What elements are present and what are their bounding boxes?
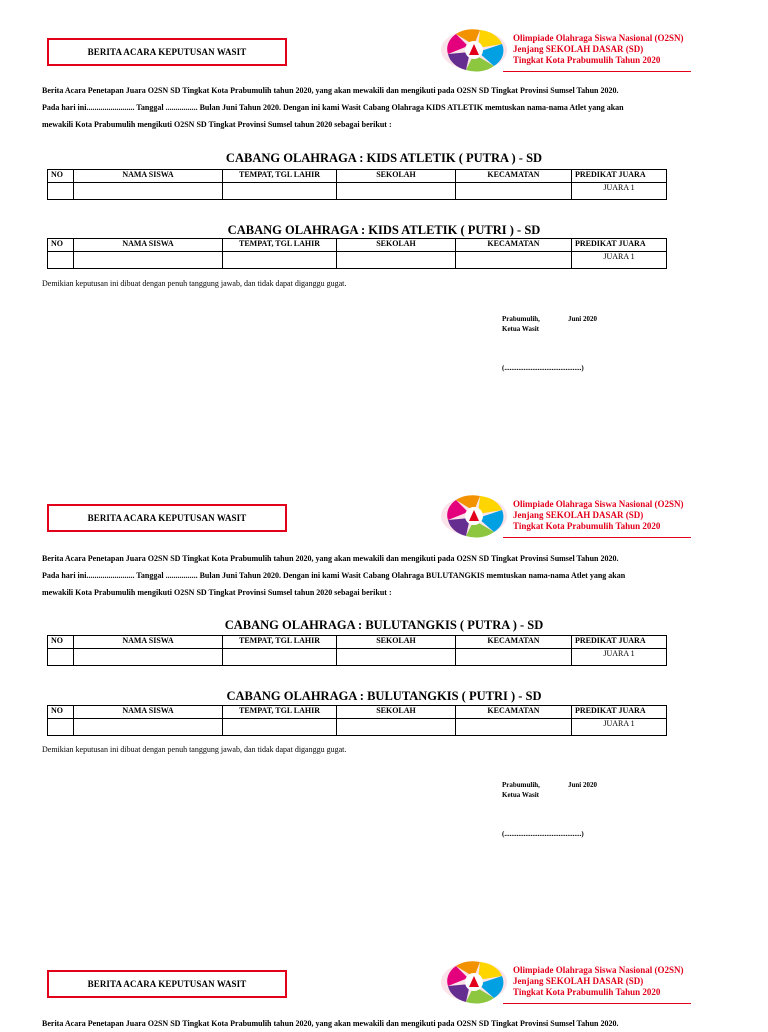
organizer-text <box>513 33 684 66</box>
cell-predikat-juara: JUARA 1 <box>572 183 667 200</box>
header-divider <box>503 537 691 538</box>
table-header-row <box>48 170 667 183</box>
col-sekolah: SEKOLAH <box>337 170 456 183</box>
cabang-heading-putra: CABANG OLAHRAGA : BULUTANGKIS ( PUTRA ) - SD <box>224 618 544 632</box>
col-tempat-tgl-lahir: TEMPAT, TGL LAHIR <box>223 636 337 649</box>
org-line-2: Jenjang SEKOLAH DASAR (SD) <box>513 976 644 986</box>
cell-sekolah <box>337 649 456 666</box>
intro-line-1: Berita Acara Penetapan Juara O2SN SD Tingkat Kota Prabumulih tahun 2020, yang akan mewakili dan mengikuti pada O2SN SD Tingkat Provinsi Sumsel Tahun 2020. <box>42 1019 619 1028</box>
col-kecamatan: KECAMATAN <box>456 706 572 719</box>
col-no: NO <box>48 239 74 252</box>
org-line-3: Tingkat Kota Prabumulih Tahun 2020 <box>513 987 661 997</box>
signature-block <box>502 314 597 334</box>
cell-nama-siswa <box>74 649 223 666</box>
cell-nama-siswa <box>74 183 223 200</box>
org-line-1: Olimpiade Olahraga Siswa Nasional (O2SN) <box>513 33 684 43</box>
org-line-1: Olimpiade Olahraga Siswa Nasional (O2SN) <box>513 965 684 975</box>
sign-place: Prabumulih, <box>502 781 540 789</box>
o2sn-logo <box>436 956 510 1006</box>
sign-date: Juni 2020 <box>568 781 597 789</box>
org-line-3: Tingkat Kota Prabumulih Tahun 2020 <box>513 521 661 531</box>
col-no: NO <box>48 170 74 183</box>
results-table-putri <box>47 705 667 736</box>
cabang-heading-putri: CABANG OLAHRAGA : BULUTANGKIS ( PUTRI ) - SD <box>226 689 542 703</box>
cell-sekolah <box>337 252 456 269</box>
org-line-1: Olimpiade Olahraga Siswa Nasional (O2SN) <box>513 499 684 509</box>
cell-nama-siswa <box>74 719 223 736</box>
col-sekolah: SEKOLAH <box>337 239 456 252</box>
table-header-row <box>48 636 667 649</box>
col-nama-siswa: NAMA SISWA <box>74 239 223 252</box>
results-table-putra <box>47 169 667 200</box>
organizer-text <box>513 965 684 998</box>
col-nama-siswa: NAMA SISWA <box>74 706 223 719</box>
intro-line-1: Berita Acara Penetapan Juara O2SN SD Tingkat Kota Prabumulih tahun 2020, yang akan mewakili dan mengikuti pada O2SN SD Tingkat Provinsi Sumsel Tahun 2020. <box>42 86 619 95</box>
cell-no <box>48 719 74 736</box>
cell-tempat-tgl-lahir <box>223 649 337 666</box>
cell-no <box>48 252 74 269</box>
col-tempat-tgl-lahir: TEMPAT, TGL LAHIR <box>223 239 337 252</box>
cell-nama-siswa <box>74 252 223 269</box>
cell-predikat-juara: JUARA 1 <box>572 719 667 736</box>
intro-line-3: mewakili Kota Prabumulih mengikuti O2SN SD Tingkat Provinsi Sumsel tahun 2020 sebagai berikut : <box>42 120 392 129</box>
o2sn-logo <box>436 24 510 74</box>
closing-statement: Demikian keputusan ini dibuat dengan penuh tanggung jawab, dan tidak dapat diganggu gugat. <box>42 279 347 288</box>
sign-role: Ketua Wasit <box>502 791 540 799</box>
o2sn-logo <box>436 490 510 540</box>
results-table-putri <box>47 238 667 269</box>
col-predikat-juara: PREDIKAT JUARA <box>572 239 667 252</box>
cabang-heading-putra: CABANG OLAHRAGA : KIDS ATLETIK ( PUTRA ) - SD <box>225 151 543 165</box>
cell-no <box>48 649 74 666</box>
intro-line-2: Pada hari ini........................ Tanggal ................ Bulan Juni Tahun 2020. Dengan ini kami Wasit Cabang Olahraga KIDS ATLETIK memtuskan nama-nama Atlet yang akan <box>42 103 624 112</box>
col-tempat-tgl-lahir: TEMPAT, TGL LAHIR <box>223 706 337 719</box>
cell-kecamatan <box>456 183 572 200</box>
organizer-text <box>513 499 684 532</box>
sign-date: Juni 2020 <box>568 315 597 323</box>
document-title: BERITA ACARA KEPUTUSAN WASIT <box>47 504 287 532</box>
col-predikat-juara: PREDIKAT JUARA <box>572 170 667 183</box>
table-row <box>48 719 667 736</box>
table-header-row <box>48 239 667 252</box>
col-kecamatan: KECAMATAN <box>456 239 572 252</box>
col-predikat-juara: PREDIKAT JUARA <box>572 706 667 719</box>
table-header-row <box>48 706 667 719</box>
intro-line-2: Pada hari ini........................ Tanggal ................ Bulan Juni Tahun 2020. Dengan ini kami Wasit Cabang Olahraga BULUTANGKIS memtuskan nama-nama Atlet yang akan <box>42 571 626 580</box>
signature-line: (............................................) <box>502 364 584 372</box>
col-sekolah: SEKOLAH <box>337 706 456 719</box>
col-nama-siswa: NAMA SISWA <box>74 170 223 183</box>
header-divider <box>503 1003 691 1004</box>
cabang-heading-putri: CABANG OLAHRAGA : KIDS ATLETIK ( PUTRI ) - SD <box>227 223 541 237</box>
col-kecamatan: KECAMATAN <box>456 170 572 183</box>
closing-statement: Demikian keputusan ini dibuat dengan penuh tanggung jawab, dan tidak dapat diganggu gugat. <box>42 745 347 754</box>
signature-block <box>502 780 597 800</box>
sign-place: Prabumulih, <box>502 315 540 323</box>
table-row <box>48 183 667 200</box>
col-no: NO <box>48 706 74 719</box>
cell-predikat-juara: JUARA 1 <box>572 649 667 666</box>
document-title: BERITA ACARA KEPUTUSAN WASIT <box>47 970 287 998</box>
cell-kecamatan <box>456 252 572 269</box>
intro-paragraph <box>42 550 722 601</box>
signature-line: (............................................) <box>502 830 584 838</box>
col-nama-siswa: NAMA SISWA <box>74 636 223 649</box>
sign-role: Ketua Wasit <box>502 325 540 333</box>
document-title: BERITA ACARA KEPUTUSAN WASIT <box>47 38 287 66</box>
results-table-putra <box>47 635 667 666</box>
cell-tempat-tgl-lahir <box>223 719 337 736</box>
intro-line-1: Berita Acara Penetapan Juara O2SN SD Tingkat Kota Prabumulih tahun 2020, yang akan mewakili dan mengikuti pada O2SN SD Tingkat Provinsi Sumsel Tahun 2020. <box>42 554 619 563</box>
col-predikat-juara: PREDIKAT JUARA <box>572 636 667 649</box>
org-line-3: Tingkat Kota Prabumulih Tahun 2020 <box>513 55 661 65</box>
intro-paragraph <box>42 82 722 133</box>
cell-tempat-tgl-lahir <box>223 183 337 200</box>
col-tempat-tgl-lahir: TEMPAT, TGL LAHIR <box>223 170 337 183</box>
cell-tempat-tgl-lahir <box>223 252 337 269</box>
intro-line-3: mewakili Kota Prabumulih mengikuti O2SN SD Tingkat Provinsi Sumsel tahun 2020 sebagai berikut : <box>42 588 392 597</box>
cell-kecamatan <box>456 649 572 666</box>
cell-sekolah <box>337 183 456 200</box>
header-divider <box>503 71 691 72</box>
cell-no <box>48 183 74 200</box>
col-kecamatan: KECAMATAN <box>456 636 572 649</box>
cell-predikat-juara: JUARA 1 <box>572 252 667 269</box>
org-line-2: Jenjang SEKOLAH DASAR (SD) <box>513 510 644 520</box>
table-row <box>48 252 667 269</box>
col-sekolah: SEKOLAH <box>337 636 456 649</box>
col-no: NO <box>48 636 74 649</box>
cell-sekolah <box>337 719 456 736</box>
cell-kecamatan <box>456 719 572 736</box>
org-line-2: Jenjang SEKOLAH DASAR (SD) <box>513 44 644 54</box>
table-row <box>48 649 667 666</box>
